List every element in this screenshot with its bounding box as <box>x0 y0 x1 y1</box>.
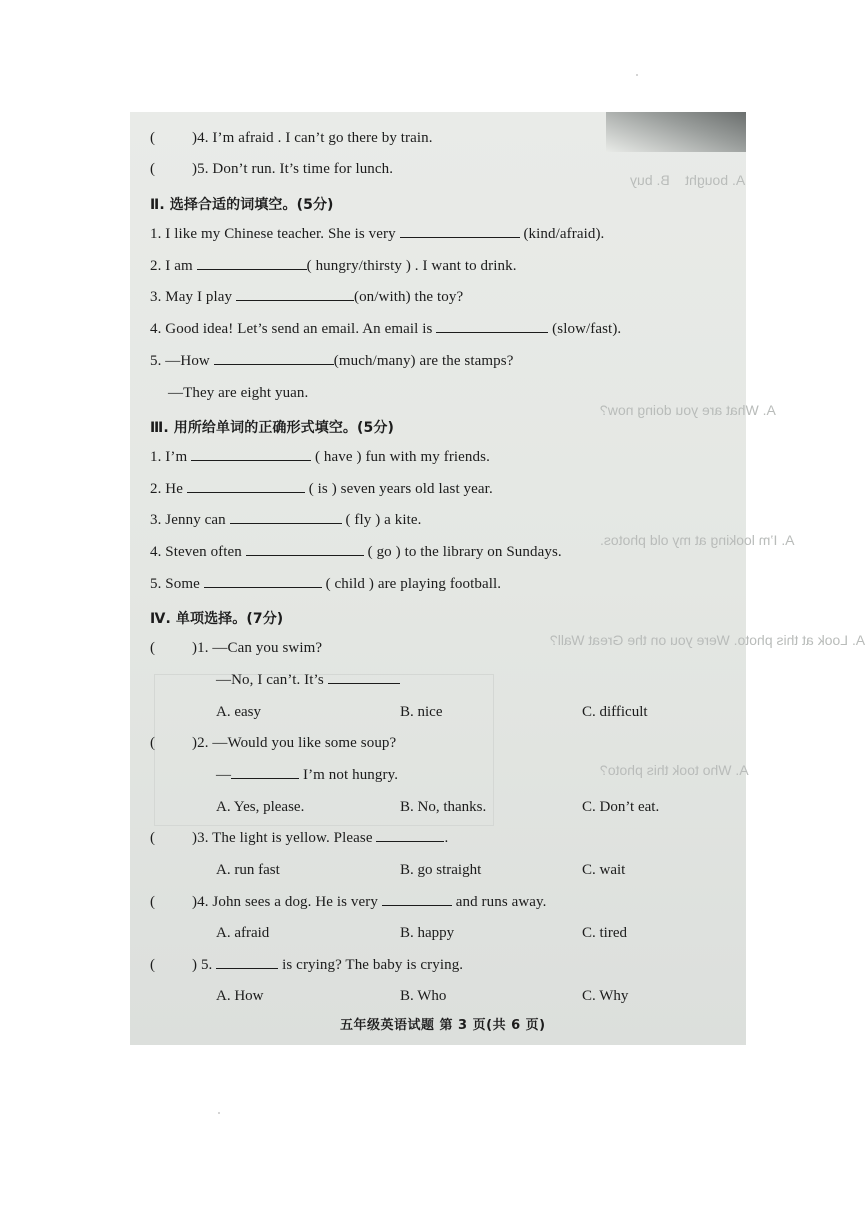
item-text: ( hungry/thirsty ) . I want to drink. <box>306 258 517 274</box>
answer-blank[interactable] <box>216 967 278 969</box>
question-number: )2. <box>192 735 209 751</box>
question-number: )3. <box>192 830 209 846</box>
question-text: Don’t run. It’s time for lunch. <box>212 161 394 177</box>
question-text: — <box>216 767 232 783</box>
option-a[interactable]: A. easy <box>216 704 261 720</box>
s3-item-5 <box>150 576 501 593</box>
answer-blank[interactable] <box>231 777 299 779</box>
bleed-through-text: A. I’m looking at my old photos. <box>600 532 795 548</box>
s3-item-3 <box>150 512 422 529</box>
bleed-through-text: A. Look at this photo. Were you on the Great Wall? <box>550 632 865 648</box>
option-c[interactable]: C. difficult <box>582 704 648 720</box>
s4-q1 <box>150 640 322 657</box>
question-number: ) 5. <box>192 957 213 973</box>
answer-blank[interactable] <box>230 522 342 524</box>
option-c[interactable]: C. Why <box>582 988 629 1004</box>
s4-q2-line2 <box>216 767 398 784</box>
answer-blank[interactable] <box>382 904 452 906</box>
question-text: The light is yellow. Please <box>212 830 373 846</box>
option-a[interactable]: A. run fast <box>216 862 280 878</box>
bleed-through-text: A. What are you doing now? <box>600 402 776 418</box>
option-b[interactable]: B. No, thanks. <box>400 799 487 815</box>
option-b[interactable]: B. go straight <box>400 862 482 878</box>
answer-blank[interactable] <box>376 840 444 842</box>
option-a[interactable]: A. How <box>216 988 264 1004</box>
bleed-through-text: A. Who took this photo? <box>600 762 749 778</box>
prev-q4 <box>150 130 433 147</box>
item-text: 5. —How <box>150 353 210 369</box>
option-a[interactable]: A. Yes, please. <box>216 799 305 815</box>
answer-paren[interactable]: ( <box>150 830 156 846</box>
answer-blank[interactable] <box>246 554 364 556</box>
answer-paren[interactable]: ( <box>150 735 156 751</box>
item-text: 4. Steven often <box>150 544 242 560</box>
item-text: 4. Good idea! Let’s send an email. An email is <box>150 321 433 337</box>
answer-paren[interactable]: ( <box>150 957 156 973</box>
item-text: 1. I like my Chinese teacher. She is very <box>150 226 396 242</box>
s3-item-1 <box>150 449 490 466</box>
option-a[interactable]: A. afraid <box>216 925 270 941</box>
option-b[interactable]: B. nice <box>400 704 443 720</box>
answer-paren[interactable]: ( <box>150 894 156 910</box>
question-text: is crying? The baby is crying. <box>282 957 464 973</box>
item-text: 2. I am <box>150 258 193 274</box>
option-c[interactable]: C. Don’t eat. <box>582 799 660 815</box>
question-number: )5. <box>192 161 209 177</box>
s2-item-5 <box>150 353 513 370</box>
answer-paren[interactable]: ( <box>150 640 156 656</box>
item-text: ( child ) are playing football. <box>325 576 502 592</box>
s3-item-4 <box>150 544 562 561</box>
s2-item-5-answer: —They are eight yuan. <box>168 385 309 401</box>
item-text: ( is ) seven years old last year. <box>308 481 493 497</box>
page-shadow <box>606 112 746 152</box>
page-footer: 五年级英语试题 第 3 页(共 6 页) <box>340 1018 546 1033</box>
question-text: —No, I can’t. It’s <box>216 672 324 688</box>
item-text: 3. Jenny can <box>150 512 226 528</box>
item-text: 5. Some <box>150 576 200 592</box>
s4-q4 <box>150 894 547 911</box>
answer-blank[interactable] <box>236 299 354 301</box>
item-text: (on/with) the toy? <box>353 289 464 305</box>
speck <box>218 1112 220 1114</box>
bleed-through-text: A. bought B. buy <box>630 172 746 188</box>
answer-blank[interactable] <box>214 363 334 365</box>
answer-paren[interactable]: ( <box>150 130 156 146</box>
s3-item-2 <box>150 481 493 498</box>
question-text: —Can you swim? <box>212 640 323 656</box>
s4-q1-line2 <box>216 672 400 689</box>
question-text: and runs away. <box>455 894 547 910</box>
option-c[interactable]: C. tired <box>582 925 627 941</box>
answer-blank[interactable] <box>400 236 520 238</box>
option-b[interactable]: B. Who <box>400 988 447 1004</box>
answer-paren[interactable]: ( <box>150 161 156 177</box>
s2-item-2 <box>150 258 517 275</box>
option-b[interactable]: B. happy <box>400 925 455 941</box>
question-number: )1. <box>192 640 209 656</box>
section-3-heading: Ⅲ. 用所给单词的正确形式填空。(5分) <box>150 420 394 436</box>
item-text: (kind/afraid). <box>523 226 605 242</box>
answer-blank[interactable] <box>191 459 311 461</box>
s2-item-4 <box>150 321 621 338</box>
item-text: (much/many) are the stamps? <box>333 353 514 369</box>
section-4-heading: Ⅳ. 单项选择。(7分) <box>150 611 284 627</box>
question-text: I’m not hungry. <box>302 767 399 783</box>
item-text: (slow/fast). <box>552 321 622 337</box>
item-text: 2. He <box>150 481 183 497</box>
item-text: ( fly ) a kite. <box>345 512 422 528</box>
question-number: )4. <box>192 894 209 910</box>
item-text: 1. I’m <box>150 449 188 465</box>
s4-q3 <box>150 830 448 847</box>
s4-q5 <box>150 957 463 974</box>
option-c[interactable]: C. wait <box>582 862 626 878</box>
s2-item-1 <box>150 226 604 243</box>
answer-blank[interactable] <box>328 682 400 684</box>
question-text: . <box>444 830 449 846</box>
answer-blank[interactable] <box>187 491 305 493</box>
answer-blank[interactable] <box>436 331 548 333</box>
question-text: —Would you like some soup? <box>212 735 397 751</box>
answer-blank[interactable] <box>197 268 307 270</box>
question-text: John sees a dog. He is very <box>212 894 378 910</box>
s2-item-3 <box>150 289 463 306</box>
item-text: ( go ) to the library on Sundays. <box>367 544 562 560</box>
exam-page-photo <box>130 112 865 1045</box>
question-number: )4. <box>192 130 209 146</box>
item-text: ( have ) fun with my friends. <box>314 449 490 465</box>
item-text: 3. May I play <box>150 289 233 305</box>
section-2-heading: Ⅱ. 选择合适的词填空。(5分) <box>150 197 334 213</box>
question-text: I’m afraid . I can’t go there by train. <box>212 130 433 146</box>
answer-blank[interactable] <box>204 586 322 588</box>
speck <box>636 74 638 76</box>
s4-q2 <box>150 735 396 752</box>
prev-q5 <box>150 161 393 178</box>
